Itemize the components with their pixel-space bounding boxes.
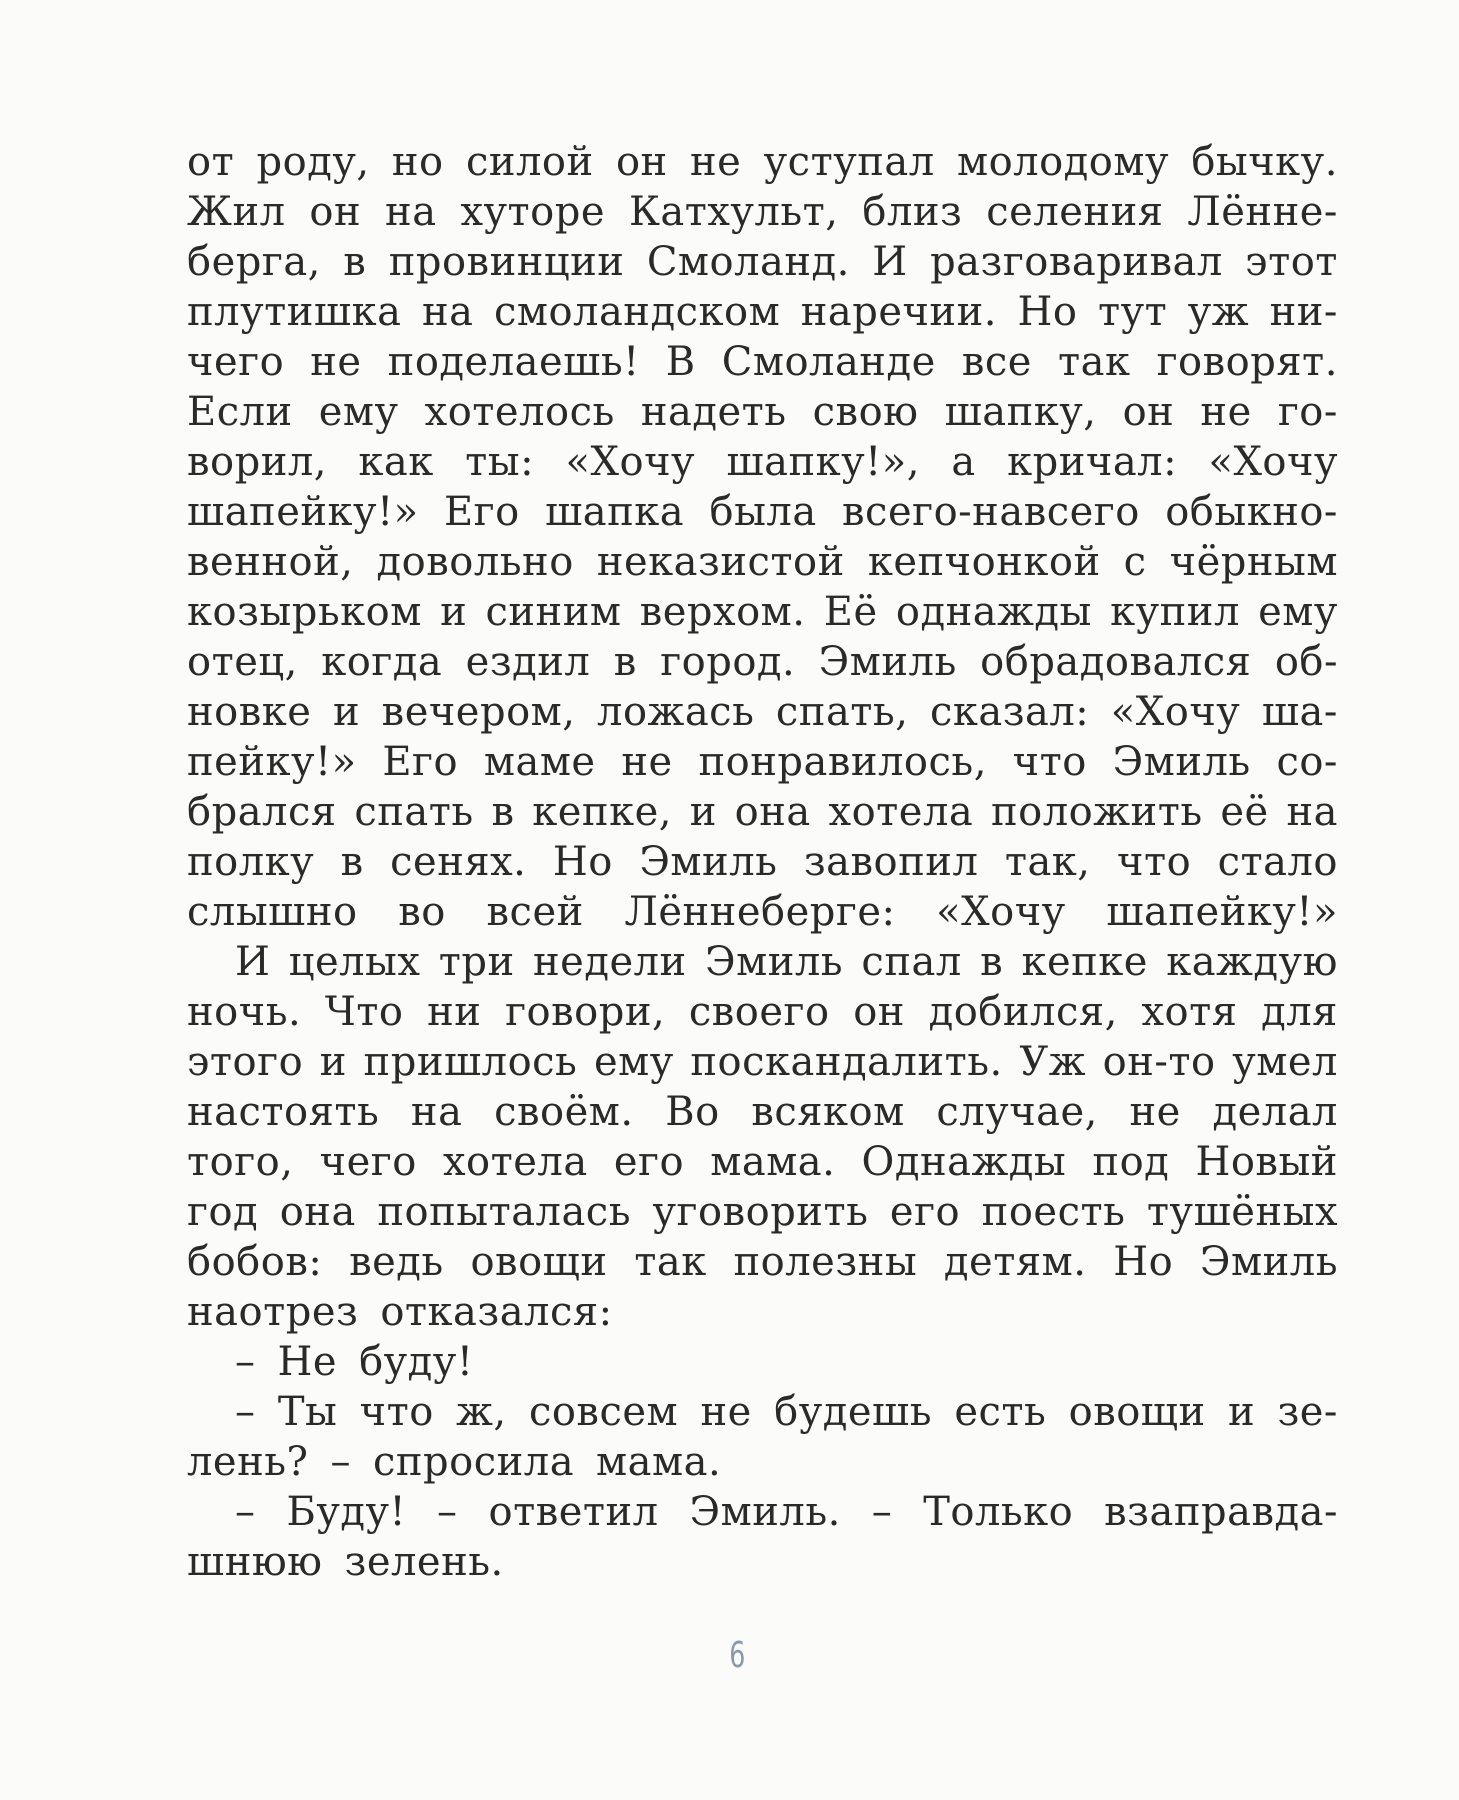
word: ни-	[1269, 289, 1338, 335]
word: И	[872, 239, 908, 285]
word: ездил	[465, 639, 591, 685]
word: Эмиль.	[689, 1489, 841, 1535]
word: полку	[187, 839, 315, 885]
text-line	[187, 1537, 1338, 1587]
text-line	[187, 1487, 1338, 1537]
word: всяком	[751, 1089, 905, 1135]
word: овощи	[1068, 1389, 1206, 1435]
word: сказал:	[929, 689, 1090, 735]
word: он	[615, 139, 668, 185]
word: –	[235, 1489, 256, 1535]
word: ни	[427, 989, 482, 1035]
word: недели	[532, 939, 687, 985]
word: уступал	[763, 139, 935, 185]
word: чёрным	[1169, 539, 1338, 585]
word: и	[440, 589, 468, 635]
word: спать,	[775, 689, 909, 735]
word: Эмиль	[705, 939, 844, 985]
word: хотела	[442, 1139, 588, 1185]
word: шапку,	[944, 389, 1097, 435]
word: для	[1261, 989, 1338, 1035]
word: «Хочу	[1110, 689, 1241, 735]
word: Смоланде	[721, 339, 936, 385]
word: взаправда-	[1104, 1489, 1338, 1535]
word: совсем	[528, 1389, 679, 1435]
word: целых	[288, 939, 421, 985]
word: бобов:	[187, 1239, 323, 1285]
text-line	[187, 987, 1338, 1037]
word: –	[235, 1339, 256, 1385]
word: Эмиль	[818, 639, 957, 685]
word: не	[690, 139, 742, 185]
text-line	[187, 387, 1338, 437]
page-number: 6	[729, 1635, 746, 1676]
word: тушёных	[1146, 1189, 1338, 1235]
word: берга,	[187, 239, 321, 285]
word: Катхульт,	[628, 189, 839, 235]
word: неказистой	[596, 539, 845, 585]
text-line	[187, 1237, 1338, 1287]
word: Его	[382, 739, 459, 785]
word: Эмиль	[1112, 739, 1251, 785]
word: Его	[443, 489, 520, 535]
word: не	[1129, 1089, 1181, 1135]
word: уговорить	[652, 1189, 869, 1235]
word: спать	[354, 789, 474, 835]
word: а	[951, 439, 976, 485]
word: попыталась	[377, 1189, 631, 1235]
word: но	[391, 139, 444, 185]
word: он	[309, 189, 362, 235]
word: и	[1227, 1389, 1256, 1435]
text-line	[187, 637, 1338, 687]
word: наотрез	[187, 1289, 359, 1335]
word: шапку!»,	[726, 439, 920, 485]
text-line	[187, 887, 1338, 937]
word: –	[235, 1389, 256, 1435]
word: Смоланд.	[646, 239, 850, 285]
word: ворил,	[187, 439, 327, 485]
word: наречии.	[800, 289, 997, 335]
word: хотя	[1141, 989, 1238, 1035]
word: есть	[954, 1389, 1047, 1435]
word: близ	[862, 189, 963, 235]
word: буду!	[359, 1339, 474, 1385]
word: отказался:	[380, 1289, 613, 1335]
word: под	[1092, 1139, 1170, 1185]
word: поесть	[981, 1189, 1126, 1235]
word: Новый	[1195, 1139, 1338, 1185]
word: хотела	[828, 789, 974, 835]
text-line	[187, 1437, 1338, 1487]
word: и	[319, 1039, 347, 1085]
word: детям.	[943, 1239, 1087, 1285]
word: понравилось,	[698, 739, 987, 785]
word: обрадовался	[980, 639, 1252, 685]
word: довольно	[376, 539, 574, 585]
word: уж	[1187, 289, 1250, 335]
word: Но	[1113, 1239, 1174, 1285]
word: Эмиль	[1199, 1239, 1338, 1285]
word: будешь	[774, 1389, 932, 1435]
word: однажды	[895, 589, 1092, 635]
word: козырьком	[187, 589, 422, 635]
word: «Хочу	[1208, 439, 1338, 485]
word: «Хочу	[936, 889, 1066, 935]
word: мама.	[710, 1139, 836, 1185]
word: свою	[812, 389, 919, 435]
text-line	[187, 1337, 1338, 1387]
word: была	[709, 489, 817, 535]
word: поделаешь!	[387, 339, 640, 385]
text-line	[187, 737, 1338, 787]
text-line	[187, 137, 1338, 187]
word: завопил	[803, 839, 979, 885]
word: положить	[991, 789, 1203, 835]
word: провинции	[388, 239, 625, 285]
word: год	[187, 1189, 259, 1235]
text-line	[187, 837, 1338, 887]
text-line	[187, 1037, 1338, 1087]
word: силой	[465, 139, 594, 185]
word: в	[340, 839, 364, 885]
word: так,	[1004, 839, 1091, 885]
word: чего	[319, 1139, 417, 1185]
text-line	[187, 1287, 1338, 1337]
word: не	[1200, 389, 1252, 435]
word: плутишка	[187, 289, 402, 335]
word: синим	[485, 589, 622, 635]
word: не	[310, 339, 362, 385]
word: он	[853, 989, 905, 1035]
word: стало	[1217, 839, 1338, 885]
word: Если	[187, 389, 293, 435]
word: молодому	[956, 139, 1170, 185]
word: он-то	[1102, 1039, 1216, 1085]
word: –	[871, 1489, 893, 1535]
text-line	[187, 187, 1338, 237]
word: этого	[187, 1039, 304, 1085]
word: обыкно-	[1165, 489, 1338, 535]
word: об-	[1274, 639, 1338, 685]
word: тут	[1097, 289, 1168, 335]
word: селения	[986, 189, 1164, 235]
word: Жил	[187, 189, 286, 235]
word: и	[689, 789, 717, 835]
word: Эмиль	[639, 839, 778, 885]
word: бычку.	[1191, 139, 1338, 185]
word: шапейку!»	[187, 489, 419, 535]
word: купил	[1110, 589, 1240, 635]
word: надеть	[640, 389, 787, 435]
word: всего-навсего	[842, 489, 1140, 535]
word: кричал:	[1007, 439, 1178, 485]
word: ему	[1258, 589, 1338, 635]
word: на	[410, 1089, 463, 1135]
word: отец,	[187, 639, 298, 685]
text-line	[187, 237, 1338, 287]
word: что	[359, 1389, 434, 1435]
word: маме	[483, 739, 596, 785]
word: спал	[861, 939, 962, 985]
word: ведь	[349, 1239, 444, 1285]
word: в	[491, 789, 515, 835]
word: слышно	[187, 889, 358, 935]
text-line	[187, 787, 1338, 837]
word: её	[1220, 789, 1269, 835]
word: ему	[318, 389, 399, 435]
text-line	[187, 287, 1338, 337]
word: Однажды	[861, 1139, 1067, 1185]
word: кепчонкой	[867, 539, 1101, 585]
word: Во	[665, 1089, 720, 1135]
word: в	[343, 239, 367, 285]
word: что	[1012, 739, 1087, 785]
word: –	[437, 1489, 458, 1535]
word: шапка	[545, 489, 685, 535]
word: случае,	[936, 1089, 1098, 1135]
word: мама.	[596, 1439, 722, 1485]
word: шапейку!»	[1106, 889, 1338, 935]
word: ответил	[488, 1489, 659, 1535]
word: зелень.	[344, 1539, 504, 1585]
word: спросила	[372, 1439, 575, 1485]
word: овощи	[470, 1239, 608, 1285]
word: говорят.	[1156, 339, 1338, 385]
word: всей	[486, 889, 584, 935]
word: и	[332, 689, 361, 735]
word: кепке	[1021, 939, 1148, 985]
text-line	[187, 587, 1338, 637]
word: пришлось	[363, 1039, 578, 1085]
word: своего	[688, 989, 830, 1035]
text-line	[187, 1137, 1338, 1187]
word: каждую	[1166, 939, 1338, 985]
word: брался	[187, 789, 337, 835]
word: его	[613, 1139, 685, 1185]
word: –	[330, 1439, 351, 1485]
word: хотелось	[424, 389, 615, 435]
word: ты:	[465, 439, 535, 485]
word: она	[279, 1189, 356, 1235]
word: что	[1117, 839, 1192, 885]
word: Не	[277, 1339, 338, 1385]
word: полезны	[733, 1239, 918, 1285]
word: того,	[187, 1139, 294, 1185]
word: роду,	[256, 139, 370, 185]
text-line	[187, 537, 1338, 587]
word: Но	[552, 839, 613, 885]
text-line	[187, 487, 1338, 537]
word: Лённеберге:	[624, 889, 896, 935]
word: смоландском	[493, 289, 781, 335]
word: не	[700, 1389, 752, 1435]
text-line	[187, 1187, 1338, 1237]
word: венной,	[187, 539, 354, 585]
word: в	[980, 939, 1004, 985]
word: она	[734, 789, 811, 835]
word: сенях.	[390, 839, 527, 885]
word: добился,	[928, 989, 1118, 1035]
text-line	[187, 337, 1338, 387]
word: в	[613, 639, 637, 685]
word: не	[621, 739, 673, 785]
word: пейку!»	[187, 739, 357, 785]
word: поскандалить.	[690, 1039, 1003, 1085]
word: город.	[660, 639, 796, 685]
word: со-	[1276, 739, 1338, 785]
word: настоять	[187, 1089, 380, 1135]
word: как	[358, 439, 434, 485]
word: Уж	[1019, 1039, 1087, 1085]
word: разговаривал	[930, 239, 1223, 285]
word: лень?	[187, 1439, 309, 1485]
word: го-	[1277, 389, 1338, 435]
word: на	[385, 189, 437, 235]
word: Её	[823, 589, 878, 635]
word: И	[235, 939, 271, 985]
word: «Хочу	[565, 439, 696, 485]
word: от	[187, 139, 235, 185]
word: чего	[187, 339, 285, 385]
word: новке	[187, 689, 312, 735]
word: так	[634, 1239, 707, 1285]
word: вечером,	[381, 689, 576, 735]
word: своём.	[494, 1089, 634, 1135]
word: Что	[324, 989, 404, 1035]
body-text	[187, 137, 1338, 1587]
word: говори,	[505, 989, 666, 1035]
word: на	[1286, 789, 1338, 835]
word: когда	[321, 639, 443, 685]
word: три	[438, 939, 515, 985]
word: кепке,	[532, 789, 672, 835]
word: он	[1122, 389, 1175, 435]
word: ложась	[597, 689, 755, 735]
word: Лённе-	[1187, 189, 1338, 235]
text-line	[187, 437, 1338, 487]
word: ша-	[1261, 689, 1338, 735]
word: верхом.	[639, 589, 806, 635]
word: Только	[923, 1489, 1074, 1535]
text-line	[187, 687, 1338, 737]
text-line	[187, 1087, 1338, 1137]
word: Ты	[277, 1389, 338, 1435]
word: так	[1058, 339, 1131, 385]
text-line	[187, 937, 1338, 987]
word: умел	[1232, 1039, 1338, 1085]
word: с	[1123, 539, 1147, 585]
word: зе-	[1277, 1389, 1338, 1435]
word: ночь.	[187, 989, 302, 1035]
text-line	[187, 1387, 1338, 1437]
word: этот	[1245, 239, 1338, 285]
word: делал	[1212, 1089, 1338, 1135]
word: хуторе	[460, 189, 606, 235]
word: Буду!	[286, 1489, 407, 1535]
word: во	[398, 889, 446, 935]
word: шнюю	[187, 1539, 323, 1585]
word: Но	[1017, 289, 1078, 335]
word: на	[421, 289, 474, 335]
word: его	[889, 1189, 961, 1235]
word: ж,	[456, 1389, 507, 1435]
word: В	[665, 339, 696, 385]
word: все	[961, 339, 1032, 385]
word: ему	[593, 1039, 674, 1085]
